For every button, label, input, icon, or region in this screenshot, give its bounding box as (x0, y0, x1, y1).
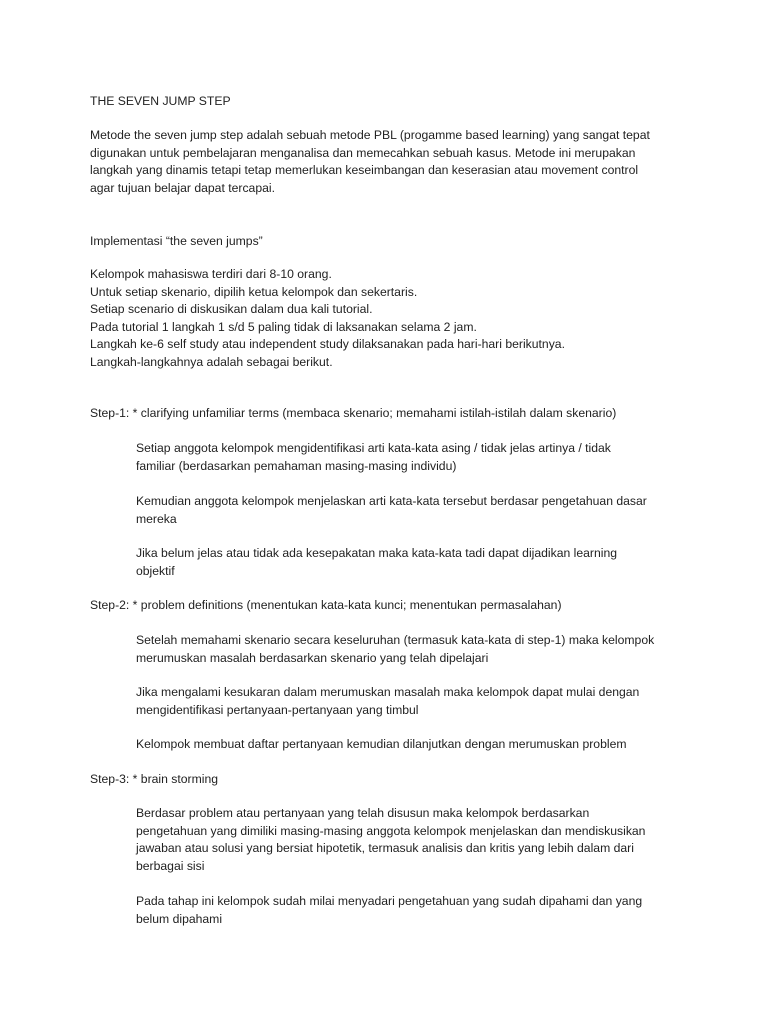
step2-paragraph-1: Setelah memahami skenario secara keseluruhan (termasuk kata-kata di step-1) maka kelompok merumuskan masalah berdasarkan skenario yang telah dipelajari (136, 633, 655, 665)
step1-paragraph-2: Kemudian anggota kelompok menjelaskan arti kata-kata tersebut berdasar pengetahuan dasar mereka (136, 494, 647, 526)
step1-paragraph-1: Setiap anggota kelompok mengidentifikasi arti kata-kata asing / tidak jelas artinya / tidak familiar (berdasarkan pemahaman masing-masing individu) (136, 441, 611, 473)
step3-paragraph-2: Pada tahap ini kelompok sudah milai menyadari pengetahuan yang sudah dipahami dan yang belum dipahami (136, 894, 643, 926)
step2-heading: Step-2: * problem definitions (menentukan kata-kata kunci; menentukan permasalahan) (90, 598, 562, 612)
step1-paragraph-3: Jika belum jelas atau tidak ada kesepakatan maka kata-kata tadi dapat dijadikan learning objektif (136, 546, 618, 578)
step1-heading: Step-1: * clarifying unfamiliar terms (membaca skenario; memahami istilah-istilah dalam skenario) (90, 406, 617, 420)
intro-paragraph: Metode the seven jump step adalah sebuah metode PBL (progamme based learning) yang sangat tepat digunakan untuk pembelajaran menganalisa dan memecahkan sebuah kasus. Metode ini merupakan langkah yang dinamis tetapi tetap memerlukan keseimbangan dan keserasian atau movement control agar tujuan belajar dapat tercapai. (90, 128, 650, 195)
implementation-list: Kelompok mahasiswa terdiri dari 8-10 orang. Untuk setiap skenario, dipilih ketua kelompok dan sekertaris. Setiap scenario di diskusikan dalam dua kali tutorial. Pada tutorial 1 langkah 1 s/d 5 paling tidak di laksanakan selama 2 jam. Langkah ke-6 self study atau independent study dilaksanakan pada hari-hari berikutnya. Langkah-langkahnya adalah sebagai berikut. (90, 267, 565, 369)
document-title: THE SEVEN JUMP STEP (90, 94, 231, 108)
step2-paragraph-3: Kelompok membuat daftar pertanyaan kemudian dilanjutkan dengan merumuskan problem (136, 737, 627, 751)
implementation-heading: Implementasi “the seven jumps” (90, 234, 263, 248)
step3-paragraph-1: Berdasar problem atau pertanyaan yang telah disusun maka kelompok berdasarkan pengetahuan yang dimiliki masing-masing anggota kelompok menjelaskan dan mendiskusikan jawaban atau solusi yang bersiat hipotetik, termasuk analisis dan kritis yang lebih dalam dari berbagai sisi (136, 806, 646, 873)
step2-paragraph-2: Jika mengalami kesukaran dalam merumuskan masalah maka kelompok dapat mulai dengan mengidentifikasi pertanyaan-pertanyaan yang timbul (136, 685, 640, 717)
step3-heading: Step-3: * brain storming (90, 772, 219, 786)
